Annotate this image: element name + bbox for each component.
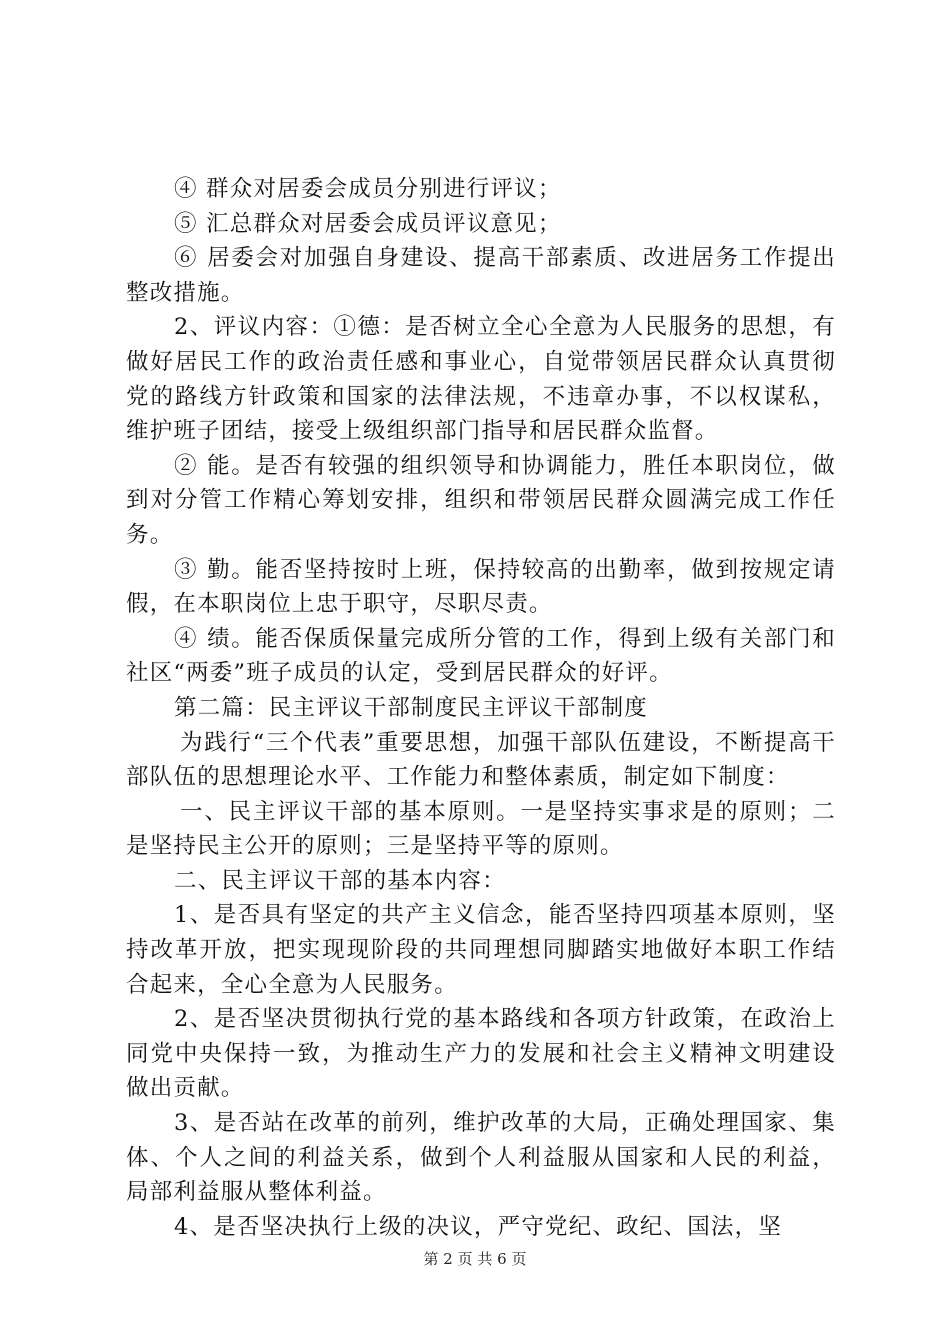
paragraph: ⑥ 居委会对加强自身建设、提高干部素质、改进居务工作提出整改措施。 — [126, 245, 836, 306]
paragraph: 2、评议内容：①德：是否树立全心全意为人民服务的思想，有做好居民工作的政治责任感和事业心，自觉带领居民群众认真贯彻党的路线方针政策和国家的法律法规，不违章办事，不以权谋私，维护班子团结，接受上级组织部门指导和居民群众监督。 — [126, 314, 836, 445]
page-number-footer: 第 2 页 共 6 页 — [423, 1250, 527, 1268]
paragraph: ⑤ 汇总群众对居委会成员评议意见； — [174, 210, 562, 237]
paragraph: 一、民主评议干部的基本原则。一是坚持实事求是的原则；二是坚持民主公开的原则；三是坚持平等的原则。 — [126, 798, 836, 860]
section-heading: 第二篇：民主评议干部制度民主评议干部制度 — [174, 694, 649, 721]
paragraph: ④ 群众对居委会成员分别进行评议； — [174, 176, 562, 202]
paragraph: ④ 绩。能否保质保量完成所分管的工作，得到上级有关部门和社区“两委”班子成员的认定，受到居民群众的好评。 — [126, 625, 836, 687]
paragraph: ③ 勤。能否坚持按时上班，保持较高的出勤率，做到按规定请假，在本职岗位上忠于职守，尽职尽责。 — [126, 556, 836, 618]
paragraph: 3、是否站在改革的前列，维护改革的大局，正确处理国家、集体、个人之间的利益关系，做到个人利益服从国家和人民的利益，局部利益服从整体利益。 — [126, 1110, 836, 1206]
paragraph: ② 能。是否有较强的组织领导和协调能力，胜任本职岗位，做到对分管工作精心筹划安排，组织和带领居民群众圆满完成工作任务。 — [126, 452, 836, 548]
paragraph: 二、民主评议干部的基本内容： — [174, 867, 506, 894]
paragraph: 1、是否具有坚定的共产主义信念，能否坚持四项基本原则，坚持改革开放，把实现现阶段的共同理想同脚踏实地做好本职工作结合起来，全心全意为人民服务。 — [126, 902, 836, 998]
paragraph: 4、是否坚决执行上级的决议，严守党纪、政纪、国法，坚 — [174, 1213, 783, 1240]
paragraph: 2、是否坚决贯彻执行党的基本路线和各项方针政策，在政治上同党中央保持一致，为推动生产力的发展和社会主义精神文明建设做出贡献。 — [126, 1006, 836, 1102]
paragraph: 为践行“三个代表”重要思想，加强干部队伍建设，不断提高干部队伍的思想理论水平、工作能力和整体素质，制定如下制度： — [126, 729, 836, 791]
document-body — [126, 172, 836, 1244]
